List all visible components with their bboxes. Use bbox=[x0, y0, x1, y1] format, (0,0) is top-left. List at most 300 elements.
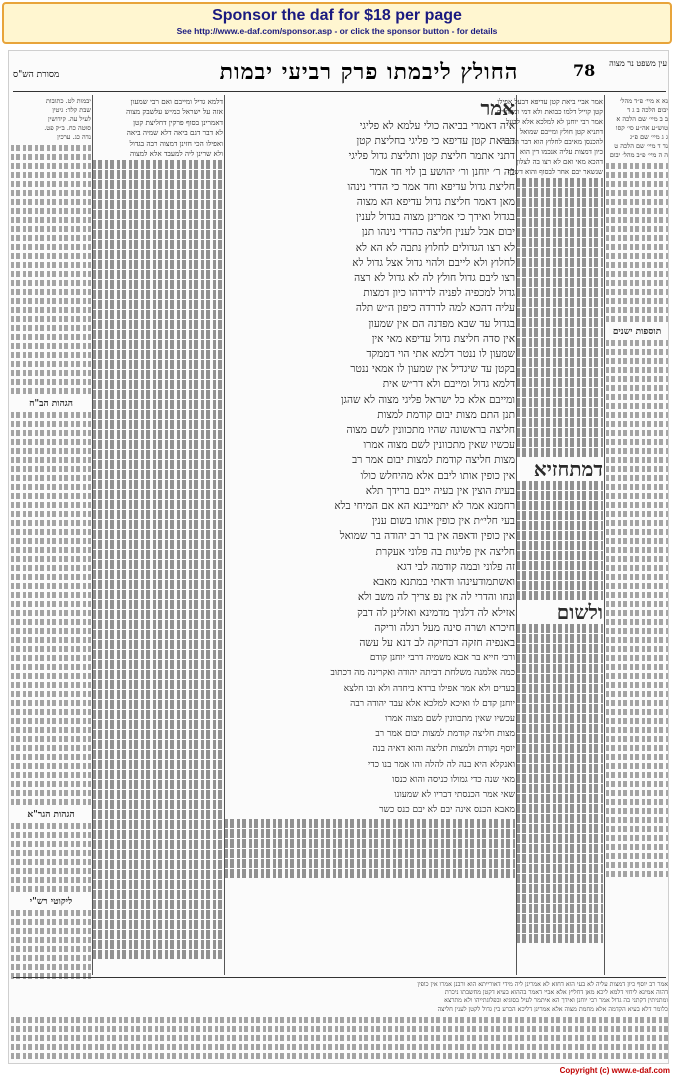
sponsor-banner-title[interactable]: Sponsor the daf for $18 per page bbox=[212, 7, 462, 24]
text-line-placeholder bbox=[517, 834, 603, 843]
text-line-placeholder bbox=[93, 840, 223, 849]
text-line-placeholder bbox=[606, 340, 668, 346]
gemara-line: בקטן עד שיגדיל אין שמעון לו אמאי ננטר bbox=[350, 363, 515, 376]
text-line-placeholder bbox=[93, 820, 223, 829]
gemara-line: חליצה בראשונה שהיו מתכוונין לשם מצוה bbox=[346, 424, 515, 437]
text-line-placeholder bbox=[11, 298, 91, 304]
text-line-placeholder bbox=[606, 394, 668, 400]
copyright-notice[interactable]: Copyright (c) www.e-daf.com bbox=[559, 1066, 670, 1075]
gemara-line: אין כופין אותו ליבם אלא מהיחלש כולו bbox=[360, 469, 515, 482]
text-line-placeholder bbox=[517, 874, 603, 883]
text-line-placeholder bbox=[517, 774, 603, 783]
text-line-placeholder bbox=[11, 235, 91, 241]
tosafot-yeshanim-heading: תוספות ישנים bbox=[612, 327, 662, 337]
margin-line: סוטה כח. ב״ק פט. bbox=[44, 124, 91, 132]
rashi-line: שנשאר יבם אחר לבסוף והוא דשלף bbox=[507, 168, 603, 176]
rashi-line: דהכא מאי ואם לא רצו בה לצלון bbox=[516, 158, 603, 166]
gemara-line: דביאת קטן עדיפא כי פליגי בחליצת קטן bbox=[356, 135, 515, 148]
text-line-placeholder bbox=[517, 238, 603, 247]
text-line-placeholder bbox=[606, 226, 668, 232]
text-line-placeholder bbox=[517, 591, 603, 600]
footer-line: דהוה אמינא ליחזי דלמא ליכא מאן דחליץ אלא אביי דאמר בההוא בעיא דקטן מחשבתו ניכרת bbox=[444, 989, 668, 997]
text-line-placeholder bbox=[93, 450, 223, 459]
text-line-placeholder bbox=[606, 262, 668, 268]
text-line-placeholder bbox=[606, 871, 668, 877]
text-line-placeholder bbox=[517, 581, 603, 590]
text-line-placeholder bbox=[517, 228, 603, 237]
text-line-placeholder bbox=[11, 412, 91, 418]
text-line-placeholder bbox=[517, 308, 603, 317]
text-line-placeholder bbox=[517, 268, 603, 277]
text-line-placeholder bbox=[93, 240, 223, 249]
text-line-placeholder bbox=[93, 790, 223, 799]
text-line-placeholder bbox=[606, 790, 668, 796]
text-line-placeholder bbox=[517, 198, 603, 207]
text-line-placeholder bbox=[11, 163, 91, 169]
text-line-placeholder bbox=[11, 181, 91, 187]
text-line-placeholder bbox=[11, 772, 91, 778]
text-line-placeholder bbox=[93, 270, 223, 279]
text-line-placeholder bbox=[606, 253, 668, 259]
text-line-placeholder bbox=[93, 520, 223, 529]
tosafot-line: דלמא גדיל ומייבם ואם רבי שמעון bbox=[130, 97, 223, 106]
text-line-placeholder bbox=[606, 529, 668, 535]
text-line-placeholder bbox=[93, 510, 223, 519]
text-line-placeholder bbox=[517, 724, 603, 733]
left-margin-column bbox=[11, 97, 91, 977]
text-line-placeholder bbox=[606, 163, 668, 169]
text-line-placeholder bbox=[606, 781, 668, 787]
text-line-placeholder bbox=[606, 412, 668, 418]
text-line-placeholder bbox=[606, 349, 668, 355]
text-line-placeholder bbox=[517, 844, 603, 853]
text-line-placeholder bbox=[517, 408, 603, 417]
likutei-rashi-heading: ליקוטי רש"י bbox=[29, 897, 73, 907]
text-line-placeholder bbox=[517, 864, 603, 873]
text-line-placeholder bbox=[93, 180, 223, 189]
footer-notes bbox=[11, 981, 668, 1057]
text-line-placeholder bbox=[11, 727, 91, 733]
text-line-placeholder bbox=[517, 418, 603, 427]
text-line-placeholder bbox=[606, 817, 668, 823]
text-line-placeholder bbox=[11, 601, 91, 607]
text-line-placeholder bbox=[11, 937, 91, 943]
text-line-placeholder bbox=[606, 853, 668, 859]
text-line-placeholder bbox=[11, 664, 91, 670]
text-line-placeholder bbox=[11, 1035, 668, 1041]
footer-rule bbox=[13, 977, 666, 978]
gemara-line: בגדול ואידך כי אמרינן מצוה בגדול לענין bbox=[356, 211, 515, 224]
gemara-line: אין סדה חליצת גדול עדיפא מאי אין bbox=[371, 332, 515, 345]
text-line-placeholder bbox=[93, 320, 223, 329]
text-line-placeholder bbox=[11, 832, 91, 838]
margin-line: נדה כג. ערכין bbox=[57, 133, 91, 141]
text-line-placeholder bbox=[517, 914, 603, 923]
text-line-placeholder bbox=[606, 493, 668, 499]
text-line-placeholder bbox=[93, 720, 223, 729]
text-line-placeholder bbox=[606, 502, 668, 508]
gemara-column bbox=[225, 97, 515, 977]
text-line-placeholder bbox=[11, 511, 91, 517]
text-line-placeholder bbox=[11, 208, 91, 214]
gemara-line: מאבא הכנס אינה יבם לא יבם כנס כשר bbox=[379, 805, 515, 816]
text-line-placeholder bbox=[606, 628, 668, 634]
text-line-placeholder bbox=[517, 428, 603, 437]
text-line-placeholder bbox=[606, 385, 668, 391]
text-line-placeholder bbox=[93, 860, 223, 869]
gemara-line: דתני אתמר חליצת קטן ותליצת גדול פליגי bbox=[348, 150, 515, 163]
text-line-placeholder bbox=[517, 924, 603, 933]
text-line-placeholder bbox=[11, 466, 91, 472]
text-line-placeholder bbox=[93, 620, 223, 629]
text-line-placeholder bbox=[606, 298, 668, 304]
text-line-placeholder bbox=[11, 946, 91, 952]
text-line-placeholder bbox=[517, 258, 603, 267]
text-line-placeholder bbox=[11, 529, 91, 535]
text-line-placeholder bbox=[11, 493, 91, 499]
text-line-placeholder bbox=[93, 540, 223, 549]
text-line-placeholder bbox=[93, 700, 223, 709]
text-line-placeholder bbox=[11, 637, 91, 643]
text-line-placeholder bbox=[11, 271, 91, 277]
text-line-placeholder bbox=[517, 218, 603, 227]
text-line-placeholder bbox=[93, 420, 223, 429]
text-line-placeholder bbox=[517, 764, 603, 773]
gemara-line: יבום אבל לענין חליצה כהדדי נינהו תנן bbox=[361, 226, 515, 239]
text-line-placeholder bbox=[606, 172, 668, 178]
gemara-line: בעי חלי״ת אין כופין אותו בשום ענין bbox=[371, 515, 515, 528]
text-line-placeholder bbox=[11, 841, 91, 847]
text-line-placeholder bbox=[517, 744, 603, 753]
text-line-placeholder bbox=[606, 556, 668, 562]
text-line-placeholder bbox=[517, 541, 603, 550]
text-line-placeholder bbox=[606, 547, 668, 553]
text-line-placeholder bbox=[517, 178, 603, 187]
text-line-placeholder bbox=[606, 718, 668, 724]
text-line-placeholder bbox=[11, 628, 91, 634]
text-line-placeholder bbox=[517, 288, 603, 297]
text-line-placeholder bbox=[93, 480, 223, 489]
sponsor-banner[interactable] bbox=[2, 2, 672, 44]
text-line-placeholder bbox=[517, 884, 603, 893]
text-line-placeholder bbox=[11, 745, 91, 751]
text-line-placeholder bbox=[11, 325, 91, 331]
text-line-placeholder bbox=[606, 619, 668, 625]
text-line-placeholder bbox=[93, 750, 223, 759]
gemara-line: ואשתמודעינהו ודאתי במתנא מאבא bbox=[372, 576, 515, 589]
text-line-placeholder bbox=[606, 466, 668, 472]
text-line-placeholder bbox=[93, 890, 223, 899]
text-line-placeholder bbox=[517, 934, 603, 943]
text-line-placeholder bbox=[11, 448, 91, 454]
text-line-placeholder bbox=[606, 538, 668, 544]
text-line-placeholder bbox=[517, 188, 603, 197]
text-line-placeholder bbox=[11, 226, 91, 232]
gemara-line: ורבי חייא בר אבא משמיה דרבי יוחנן קודם bbox=[369, 653, 515, 664]
text-line-placeholder bbox=[11, 1017, 668, 1023]
text-line-placeholder bbox=[606, 403, 668, 409]
column-divider bbox=[604, 95, 605, 975]
gemara-line: חליצת גדול עדיפא וחד אמר כי הדדי נינהו bbox=[347, 180, 515, 193]
text-line-placeholder bbox=[606, 583, 668, 589]
text-line-placeholder bbox=[517, 904, 603, 913]
text-line-placeholder bbox=[93, 340, 223, 349]
text-line-placeholder bbox=[517, 368, 603, 377]
text-line-placeholder bbox=[517, 684, 603, 693]
text-line-placeholder bbox=[606, 235, 668, 241]
text-line-placeholder bbox=[93, 200, 223, 209]
text-line-placeholder bbox=[93, 730, 223, 739]
text-line-placeholder bbox=[11, 823, 91, 829]
text-line-placeholder bbox=[11, 556, 91, 562]
gemara-line: יוחנן קדם לו ואיכא למלכא אלא עבד יהודה רבה bbox=[350, 698, 515, 709]
text-line-placeholder bbox=[606, 664, 668, 670]
text-line-placeholder bbox=[93, 440, 223, 449]
text-line-placeholder bbox=[517, 348, 603, 357]
text-line-placeholder bbox=[606, 727, 668, 733]
text-line-placeholder bbox=[11, 217, 91, 223]
gemara-line: אין כופין ודאפה אין בר רב יהודה בר שמואל bbox=[339, 530, 515, 543]
text-line-placeholder bbox=[11, 700, 91, 706]
text-line-placeholder bbox=[11, 868, 91, 874]
text-line-placeholder bbox=[93, 680, 223, 689]
text-line-placeholder bbox=[606, 592, 668, 598]
text-line-placeholder bbox=[11, 361, 91, 367]
text-line-placeholder bbox=[11, 421, 91, 427]
text-line-placeholder bbox=[11, 316, 91, 322]
text-line-placeholder bbox=[11, 307, 91, 313]
text-line-placeholder bbox=[606, 844, 668, 850]
tosafot-column bbox=[93, 97, 223, 977]
gemara-line: תנן התם מצות יבום קודמת למצות bbox=[377, 408, 515, 421]
text-line-placeholder bbox=[517, 624, 603, 633]
ein-mishpat-label: עין משפט נר מצוה bbox=[609, 59, 667, 68]
text-line-placeholder bbox=[606, 772, 668, 778]
page-number: 78 bbox=[573, 61, 596, 80]
gemara-line: יוסף נקודת ולמצות חליצה והוא דאיה בנה bbox=[372, 744, 515, 755]
rashi-line: אמר אביי ביאת קטן עדיפא דבעל אפילו bbox=[497, 98, 603, 106]
text-line-placeholder bbox=[11, 538, 91, 544]
text-line-placeholder bbox=[517, 278, 603, 287]
text-line-placeholder bbox=[93, 260, 223, 269]
text-line-placeholder bbox=[11, 190, 91, 196]
text-line-placeholder bbox=[606, 520, 668, 526]
text-line-placeholder bbox=[11, 352, 91, 358]
text-line-placeholder bbox=[93, 460, 223, 469]
text-line-placeholder bbox=[606, 289, 668, 295]
gemara-line: בגדול עד שבא מפדנה הם אין שמעון bbox=[368, 317, 515, 330]
footer-line: ומתניתין דקתני בה גדול אמר רבי יוחנן ואידך הא איתמר לעיל בסוגיא ובפלוגתייהו ולא מתרצא bbox=[444, 997, 668, 1005]
margin-line: לעיל עה. קידושין bbox=[47, 115, 91, 123]
text-line-placeholder bbox=[517, 248, 603, 257]
text-line-placeholder bbox=[606, 271, 668, 277]
text-line-placeholder bbox=[517, 854, 603, 863]
text-line-placeholder bbox=[93, 380, 223, 389]
gemara-line: באנפיה חזקה דבחיקה לב דנא על עשה bbox=[359, 636, 515, 649]
text-line-placeholder bbox=[606, 475, 668, 481]
text-line-placeholder bbox=[606, 358, 668, 364]
text-line-placeholder bbox=[11, 262, 91, 268]
text-line-placeholder bbox=[11, 343, 91, 349]
text-line-placeholder bbox=[517, 654, 603, 663]
gemara-line: רחמנא אמר לא יתמייבנא הא אם המיחי בלא bbox=[334, 500, 515, 513]
text-line-placeholder bbox=[606, 691, 668, 697]
text-line-placeholder bbox=[11, 910, 91, 916]
footer-line: כלומר דלא בעיא הקדמה אלא מחמת מצוה אלא אמרינן דליכא הכרע בין גדול לקטן לענין חליצה bbox=[437, 1005, 668, 1013]
text-line-placeholder bbox=[11, 154, 91, 160]
text-line-placeholder bbox=[93, 330, 223, 339]
text-line-placeholder bbox=[93, 550, 223, 559]
text-line-placeholder bbox=[93, 210, 223, 219]
gemara-line: חיכרא ושרה סינה מעל רגלה וריקה bbox=[374, 621, 515, 634]
rashi-line: להכנסן מאיבם לחלוץ הוא דבר הכנסה bbox=[501, 138, 603, 146]
text-line-placeholder bbox=[11, 763, 91, 769]
text-line-placeholder bbox=[11, 646, 91, 652]
text-line-placeholder bbox=[517, 674, 603, 683]
text-line-placeholder bbox=[606, 709, 668, 715]
text-line-placeholder bbox=[11, 886, 91, 892]
text-line-placeholder bbox=[11, 388, 91, 394]
text-line-placeholder bbox=[606, 217, 668, 223]
text-line-placeholder bbox=[11, 430, 91, 436]
text-line-placeholder bbox=[606, 646, 668, 652]
text-line-placeholder bbox=[606, 682, 668, 688]
gemara-line: שאי אמר הכנסתי דבריו לא שמעונו bbox=[394, 789, 515, 800]
margin-line: שבת קלד: גיטין bbox=[52, 106, 91, 114]
text-line-placeholder bbox=[606, 430, 668, 436]
text-line-placeholder bbox=[93, 930, 223, 939]
hagahot-habach-heading: הגהות הב"ח bbox=[29, 399, 73, 409]
text-line-placeholder bbox=[517, 328, 603, 337]
text-line-placeholder bbox=[11, 799, 91, 805]
gemara-line: אזילא לה דלגיך מדמינא ואזלינן לה דבק bbox=[357, 606, 515, 619]
text-line-placeholder bbox=[517, 704, 603, 713]
talmud-page bbox=[8, 50, 669, 1064]
text-line-placeholder bbox=[93, 250, 223, 259]
text-line-placeholder bbox=[93, 800, 223, 809]
gemara-line: בעדים ולא אמר אפילו ברדא ביחדה ולא ובו חלצא bbox=[343, 683, 515, 694]
text-line-placeholder bbox=[225, 819, 515, 828]
text-line-placeholder bbox=[606, 835, 668, 841]
tosafot-line: ואפילו הכי חזינן דמצוה רבה בגדול bbox=[129, 138, 223, 148]
text-line-placeholder bbox=[11, 718, 91, 724]
text-line-placeholder bbox=[11, 919, 91, 925]
text-line-placeholder bbox=[93, 950, 223, 959]
text-line-placeholder bbox=[606, 280, 668, 286]
text-line-placeholder bbox=[517, 551, 603, 560]
text-line-placeholder bbox=[93, 560, 223, 569]
text-line-placeholder bbox=[11, 1053, 668, 1059]
page-title: החולץ ליבמתו פרק רביעי יבמות bbox=[219, 59, 519, 85]
text-line-placeholder bbox=[11, 280, 91, 286]
sponsor-banner-subtitle[interactable]: See http://www.e-daf.com/sponsor.asp - or click the sponsor button - for details bbox=[176, 26, 498, 36]
text-line-placeholder bbox=[606, 808, 668, 814]
text-line-placeholder bbox=[93, 910, 223, 919]
text-line-placeholder bbox=[93, 230, 223, 239]
margin-line: טוש״ע אה״ע סי׳ קסו bbox=[615, 124, 668, 132]
text-line-placeholder bbox=[517, 511, 603, 520]
gemara-line: דלמא גדול ומייבם ולא דר״ש אית bbox=[382, 378, 515, 391]
text-line-placeholder bbox=[517, 571, 603, 580]
text-line-placeholder bbox=[11, 736, 91, 742]
text-line-placeholder bbox=[517, 501, 603, 510]
text-line-placeholder bbox=[517, 714, 603, 723]
gemara-line: זה פלוני ובמה קודמה לבי דגא bbox=[396, 560, 515, 573]
text-line-placeholder bbox=[606, 457, 668, 463]
text-line-placeholder bbox=[93, 640, 223, 649]
text-line-placeholder bbox=[93, 690, 223, 699]
text-line-placeholder bbox=[517, 481, 603, 490]
text-line-placeholder bbox=[517, 634, 603, 643]
text-line-placeholder bbox=[225, 839, 515, 848]
margin-line: ג ג מיי׳ שם פ״ג bbox=[630, 133, 668, 141]
opening-word: אמר bbox=[480, 96, 515, 120]
text-line-placeholder bbox=[93, 770, 223, 779]
text-line-placeholder bbox=[517, 531, 603, 540]
text-line-placeholder bbox=[11, 877, 91, 883]
text-line-placeholder bbox=[11, 973, 91, 979]
text-line-placeholder bbox=[517, 784, 603, 793]
text-line-placeholder bbox=[606, 700, 668, 706]
text-line-placeholder bbox=[517, 338, 603, 347]
text-line-placeholder bbox=[225, 829, 515, 838]
text-line-placeholder bbox=[93, 780, 223, 789]
text-line-placeholder bbox=[93, 430, 223, 439]
tosafot-line: דאמרינן בסוף פרקין דחליצת קטן bbox=[133, 117, 223, 127]
margin-line: נד ד מיי׳ שם הלכה ט bbox=[614, 142, 668, 150]
text-line-placeholder bbox=[93, 530, 223, 539]
hagahot-hagra-heading: הגהות הגר"א bbox=[27, 810, 75, 820]
text-line-placeholder bbox=[11, 520, 91, 526]
text-line-placeholder bbox=[11, 592, 91, 598]
text-line-placeholder bbox=[93, 280, 223, 289]
rashi-column bbox=[496, 97, 603, 977]
margin-line: יבמות לט. כתובות bbox=[45, 97, 91, 105]
text-line-placeholder bbox=[517, 824, 603, 833]
text-line-placeholder bbox=[93, 920, 223, 929]
text-line-placeholder bbox=[606, 637, 668, 643]
text-line-placeholder bbox=[93, 830, 223, 839]
text-line-placeholder bbox=[606, 190, 668, 196]
text-line-placeholder bbox=[11, 1026, 668, 1032]
footer-line: אמר רב יוסף כיון דמצות עליה לא בעי הוא דחזא לא אמרינן ליה מידי דאורייתא הוא ורבנן אמרו אין כופין bbox=[417, 981, 668, 988]
text-line-placeholder bbox=[225, 849, 515, 858]
text-line-placeholder bbox=[93, 490, 223, 499]
text-line-placeholder bbox=[11, 691, 91, 697]
text-line-placeholder bbox=[11, 709, 91, 715]
text-line-placeholder bbox=[517, 358, 603, 367]
text-line-placeholder bbox=[517, 448, 603, 457]
text-line-placeholder bbox=[606, 763, 668, 769]
gemara-line: מאן דאמר חליצת גדול עדיפא הא מצוה bbox=[356, 196, 515, 209]
text-line-placeholder bbox=[11, 928, 91, 934]
text-line-placeholder bbox=[11, 484, 91, 490]
text-line-placeholder bbox=[517, 644, 603, 653]
text-line-placeholder bbox=[606, 736, 668, 742]
text-line-placeholder bbox=[93, 410, 223, 419]
gemara-line: גדול למכפיה לפניה לדידהו כיון דמצות bbox=[363, 287, 515, 300]
text-line-placeholder bbox=[93, 580, 223, 589]
gemara-line: מצות חליצה קודמת למצות יבום אמר רב bbox=[352, 454, 515, 467]
tosafot-line: אזה על ישראל כמ״ש עלשבק מצוה bbox=[126, 107, 223, 117]
text-line-placeholder bbox=[517, 521, 603, 530]
text-line-placeholder bbox=[93, 610, 223, 619]
text-line-placeholder bbox=[11, 955, 91, 961]
text-line-placeholder bbox=[11, 199, 91, 205]
gemara-line: ונחו והדרי לה אין נפ צריך לה משב ולא bbox=[357, 591, 515, 604]
text-line-placeholder bbox=[606, 565, 668, 571]
text-line-placeholder bbox=[11, 610, 91, 616]
